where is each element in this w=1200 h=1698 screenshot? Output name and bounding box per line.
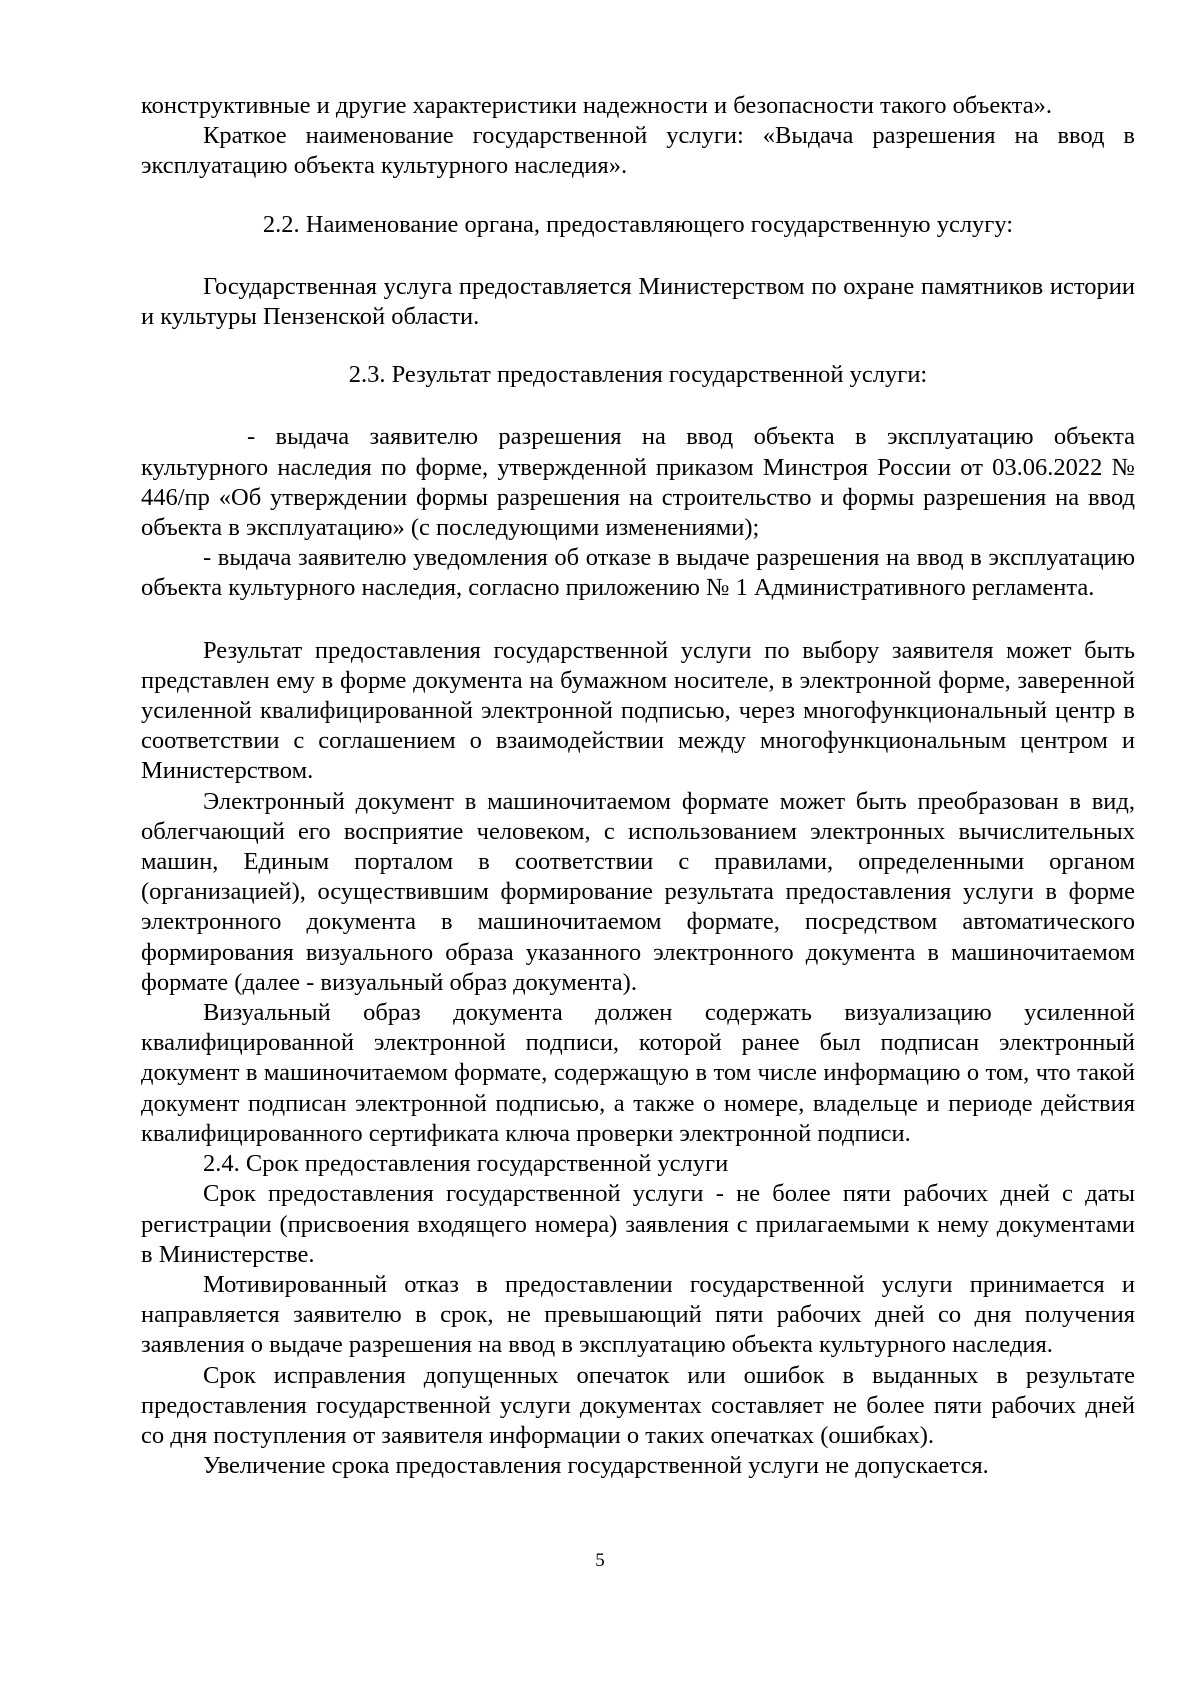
spacer: [141, 390, 1135, 422]
page-number: 5: [595, 1550, 605, 1571]
document-page: [141, 91, 1135, 1481]
spacer: [141, 604, 1135, 636]
list-item-refusal: - выдача заявителю уведомления об отказе в выдаче разрешения на ввод в эксплуатацию объекта культурного наследия, согласно приложению № 1 Административного регламента.: [141, 544, 1135, 602]
paragraph-no-extension: Увеличение срока предоставления государственной услуги не допускается.: [203, 1452, 989, 1480]
paragraph-electronic-document: Электронный документ в машиночитаемом формате может быть преобразован в вид, облегчающий его восприятие человеком, с использованием электронных вычислительных машин, Единым порталом в соответствии с правилами, определенными органом (организацией), осуществившим формирование результата предоставления услуги в форме электронного документа в машиночитаемом формате, посредством автоматического формирования визуального образа указанного электронного документа в машиночитаемом формате (далее - визуальный образ документа).: [141, 787, 1135, 996]
paragraph-provider: Государственная услуга предоставляется Министерством по охране памятников истории и культуры Пензенской области.: [141, 272, 1135, 331]
spacer: [141, 182, 1135, 210]
paragraph-continuation: конструктивные и другие характеристики надежности и безопасности такого объекта».: [141, 92, 1053, 119]
section-heading-2-4: 2.4. Срок предоставления государственной услуги: [203, 1150, 729, 1178]
paragraph-correction-term: Срок исправления допущенных опечаток или ошибок в выданных в результате предоставления государственной услуги документах составляет не более пяти рабочих дней со дня поступления от заявителя информации о таких опечатках (ошибках).: [141, 1361, 1135, 1449]
paragraph-result-form: Результат предоставления государственной услуги по выбору заявителя может быть представлен ему в форме документа на бумажном носителе, в электронной форме, заверенной усиленной квалифицированной электронной подписью, через многофункциональный центр в соответствии с соглашением о взаимодействии между многофункциональным центром и Министерством.: [141, 636, 1135, 785]
paragraph-short-name: Краткое наименование государственной услуги: «Выдача разрешения на ввод в эксплуатацию объекта культурного наследия».: [141, 122, 1135, 180]
paragraph-refusal-term: Мотивированный отказ в предоставлении государственной услуги принимается и направляется заявителю в срок, не превышающий пяти рабочих дней со дня получения заявления о выдаче разрешения на ввод в эксплуатацию объекта культурного наследия.: [141, 1270, 1135, 1359]
spacer: [141, 240, 1135, 272]
paragraph-visual-image: Визуальный образ документа должен содержать визуализацию усиленной квалифицированной электронной подписи, которой ранее был подписан электронный документ в машиночитаемом формате, содержащую в том числе информацию о том, что такой документ подписан электронной подписью, а также о номере, владельце и периоде действия квалифицированного сертификата ключа проверки электронной подписи.: [141, 999, 1135, 1147]
section-heading-2-2: 2.2. Наименование органа, предоставляющего государственную услугу:: [262, 210, 1014, 238]
section-heading-2-3: 2.3. Результат предоставления государственной услуги:: [348, 361, 928, 389]
spacer: [141, 332, 1135, 360]
list-item-permit: - выдача заявителю разрешения на ввод объекта в эксплуатацию объекта культурного наследия по форме, утвержденной приказом Минстроя России от 03.06.2022 № 446/пр «Об утверждении формы разрешения на строительство и формы разрешения на ввод объекта в эксплуатацию» (с последующими изменениями);: [141, 423, 1135, 542]
paragraph-term: Срок предоставления государственной услуги - не более пяти рабочих дней с даты регистрации (присвоения входящего номера) заявления с прилагаемыми к нему документами в Министерстве.: [141, 1180, 1135, 1268]
